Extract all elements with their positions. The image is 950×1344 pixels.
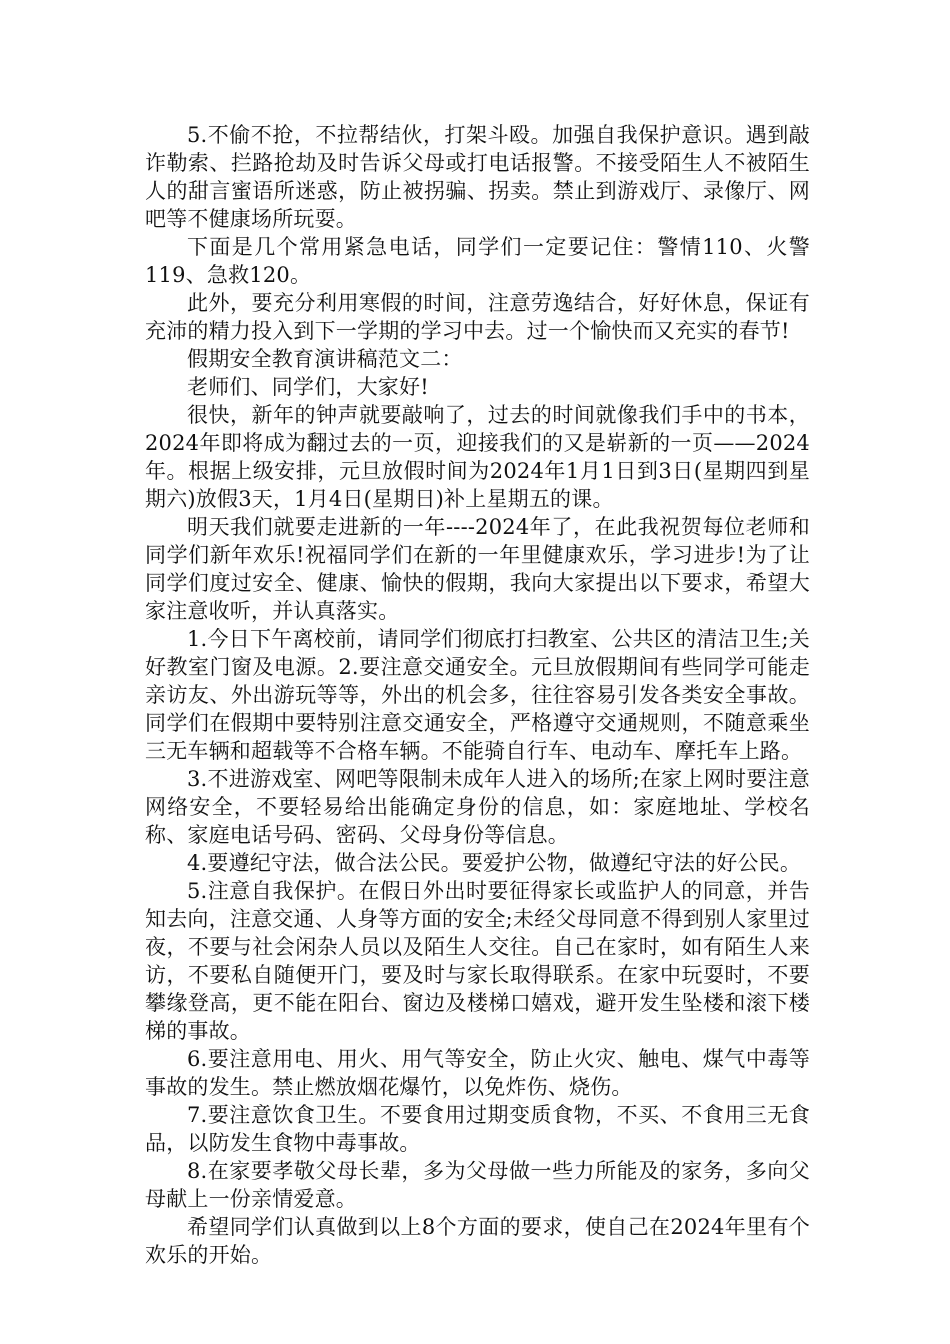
list-item: 5.注意自我保护。在假日外出时要征得家长或监护人的同意，并告知去向，注意交通、人身等方面的安全;未经父母同意不得到别人家里过夜，不要与社会闲杂人员以及陌生人交往。自己在家时，如有陌生人来访，不要私自随便开门，要及时与家长取得联系。在家中玩耍时，不要攀缘登高，更不能在阳台、窗边及楼梯口嬉戏，避开发生坠楼和滚下楼梯的事故。: [145, 879, 810, 1043]
paragraph: 此外，要充分利用寒假的时间，注意劳逸结合，好好休息，保证有充沛的精力投入到下一学期的学习中去。过一个愉快而又充实的春节!: [145, 291, 810, 343]
paragraph: 5.不偷不抢，不拉帮结伙，打架斗殴。加强自我保护意识。遇到敲诈勒索、拦路抢劫及时告诉父母或打电话报警。不接受陌生人不被陌生人的甜言蜜语所迷惑，防止被拐骗、拐卖。禁止到游戏厅、录像厅、网吧等不健康场所玩耍。: [145, 123, 810, 231]
list-item: 3.不进游戏室、网吧等限制未成年人进入的场所;在家上网时要注意网络安全，不要轻易给出能确定身份的信息，如：家庭地址、学校名称、家庭电话号码、密码、父母身份等信息。: [145, 767, 810, 847]
paragraph: 很快，新年的钟声就要敲响了，过去的时间就像我们手中的书本，2024年即将成为翻过去的一页，迎接我们的又是崭新的一页——2024年。根据上级安排，元旦放假时间为2024年1月1日到3日(星期四到星期六)放假3天，1月4日(星期日)补上星期五的课。: [145, 403, 810, 511]
paragraph: 下面是几个常用紧急电话，同学们一定要记住：警情110、火警119、急救120。: [145, 235, 810, 287]
document-body: [145, 121, 810, 1269]
list-item: 1.今日下午离校前，请同学们彻底打扫教室、公共区的清洁卫生;关好教室门窗及电源。2.要注意交通安全。元旦放假期间有些同学可能走亲访友、外出游玩等等，外出的机会多，往往容易引发各类安全事故。同学们在假期中要特别注意交通安全，严格遵守交通规则，不随意乘坐三无车辆和超载等不合格车辆。不能骑自行车、电动车、摩托车上路。: [145, 627, 810, 763]
paragraph: 明天我们就要走进新的一年----2024年了，在此我祝贺每位老师和同学们新年欢乐!祝福同学们在新的一年里健康欢乐，学习进步!为了让同学们度过安全、健康、愉快的假期，我向大家提出以下要求，希望大家注意收听，并认真落实。: [145, 515, 810, 623]
list-item: 8.在家要孝敬父母长辈，多为父母做一些力所能及的家务，多向父母献上一份亲情爱意。: [145, 1159, 810, 1211]
closing-paragraph: 希望同学们认真做到以上8个方面的要求，使自己在2024年里有个欢乐的开始。: [145, 1215, 810, 1267]
list-item: 4.要遵纪守法，做合法公民。要爱护公物，做遵纪守法的好公民。: [187, 851, 802, 875]
section-heading: 假期安全教育演讲稿范文二：: [187, 347, 463, 371]
greeting: 老师们、同学们，大家好!: [187, 375, 429, 399]
list-item: 7.要注意饮食卫生。不要食用过期变质食物，不买、不食用三无食品，以防发生食物中毒事故。: [145, 1103, 810, 1155]
list-item: 6.要注意用电、用火、用气等安全，防止火灾、触电、煤气中毒等事故的发生。禁止燃放烟花爆竹，以免炸伤、烧伤。: [145, 1047, 810, 1099]
